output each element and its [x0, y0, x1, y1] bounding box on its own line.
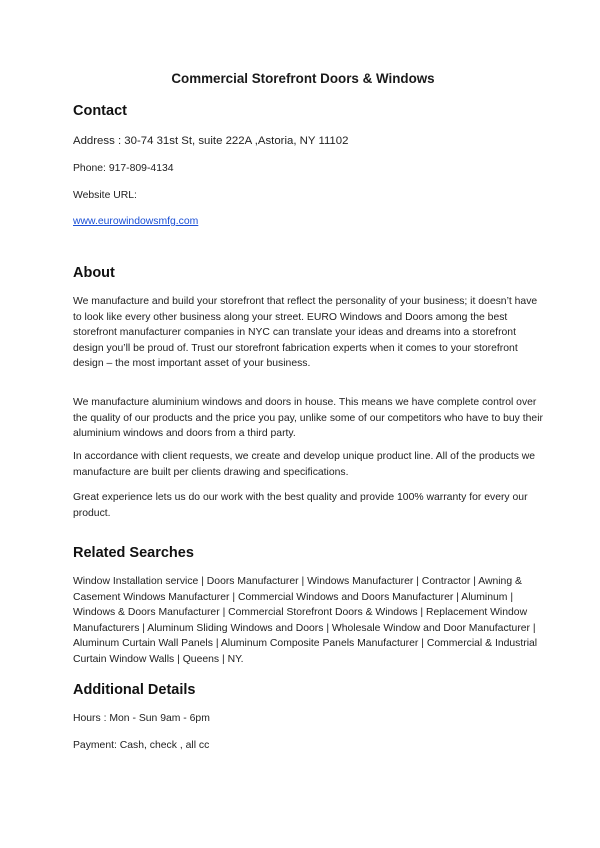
- payment-methods: Payment: Cash, check , all cc: [73, 740, 210, 751]
- about-paragraph-2: We manufacture aluminium windows and doors in house. This means we have complete control over the quality of our products and the price you pay, unlike some of our competitors who have to buy their aluminium windows and doors from a third party.: [73, 397, 543, 439]
- website-label: Website URL:: [73, 190, 137, 201]
- document-title: Commercial Storefront Doors & Windows: [171, 71, 435, 86]
- contact-phone: Phone: 917-809-4134: [73, 163, 174, 174]
- about-paragraph-1: We manufacture and build your storefront that reflect the personality of your business; it doesn’t have to look like every other business along your street. EURO Windows and Doors among the best storefront manufacturer companies in NYC can translate your ideas and dreams into a storefront design you’ll be proud of. Trust our storefront fabrication experts when it comes to your storefront design – the most important asset of your business.: [73, 296, 538, 369]
- additional-details-heading: Additional Details: [73, 682, 196, 698]
- related-searches-heading: Related Searches: [73, 545, 194, 561]
- contact-heading: Contact: [73, 103, 127, 119]
- about-paragraph-4: Great experience lets us do our work with the best quality and provide 100% warranty for every our product.: [73, 492, 528, 519]
- website-link[interactable]: www.eurowindowsmfg.com: [73, 216, 199, 227]
- contact-address: Address : 30-74 31st St, suite 222A ,Astoria, NY 11102: [73, 135, 349, 147]
- about-heading: About: [73, 265, 115, 281]
- about-paragraph-3: In accordance with client requests, we create and develop unique product line. All of the products we manufacture are built per clients drawing and specifications.: [73, 451, 536, 478]
- related-searches-text: Window Installation service | Doors Manufacturer | Windows Manufacturer | Contractor | Awning & Casement Windows Manufacturer | Commercial Windows and Doors Manufacturer | Aluminum | Windows & Doors Manufacturer | Commercial Storefront Doors & Windows | Replacement Window Manufacturers | Aluminum Sliding Windows and Doors | Wholesale Window and Door Manufacturer | Aluminum Curtain Wall Panels | Aluminum Composite Panels Manufacturer | Commercial & Industrial Curtain Window Walls | Queens | NY.: [73, 576, 538, 665]
- business-hours: Hours : Mon - Sun 9am - 6pm: [73, 713, 210, 724]
